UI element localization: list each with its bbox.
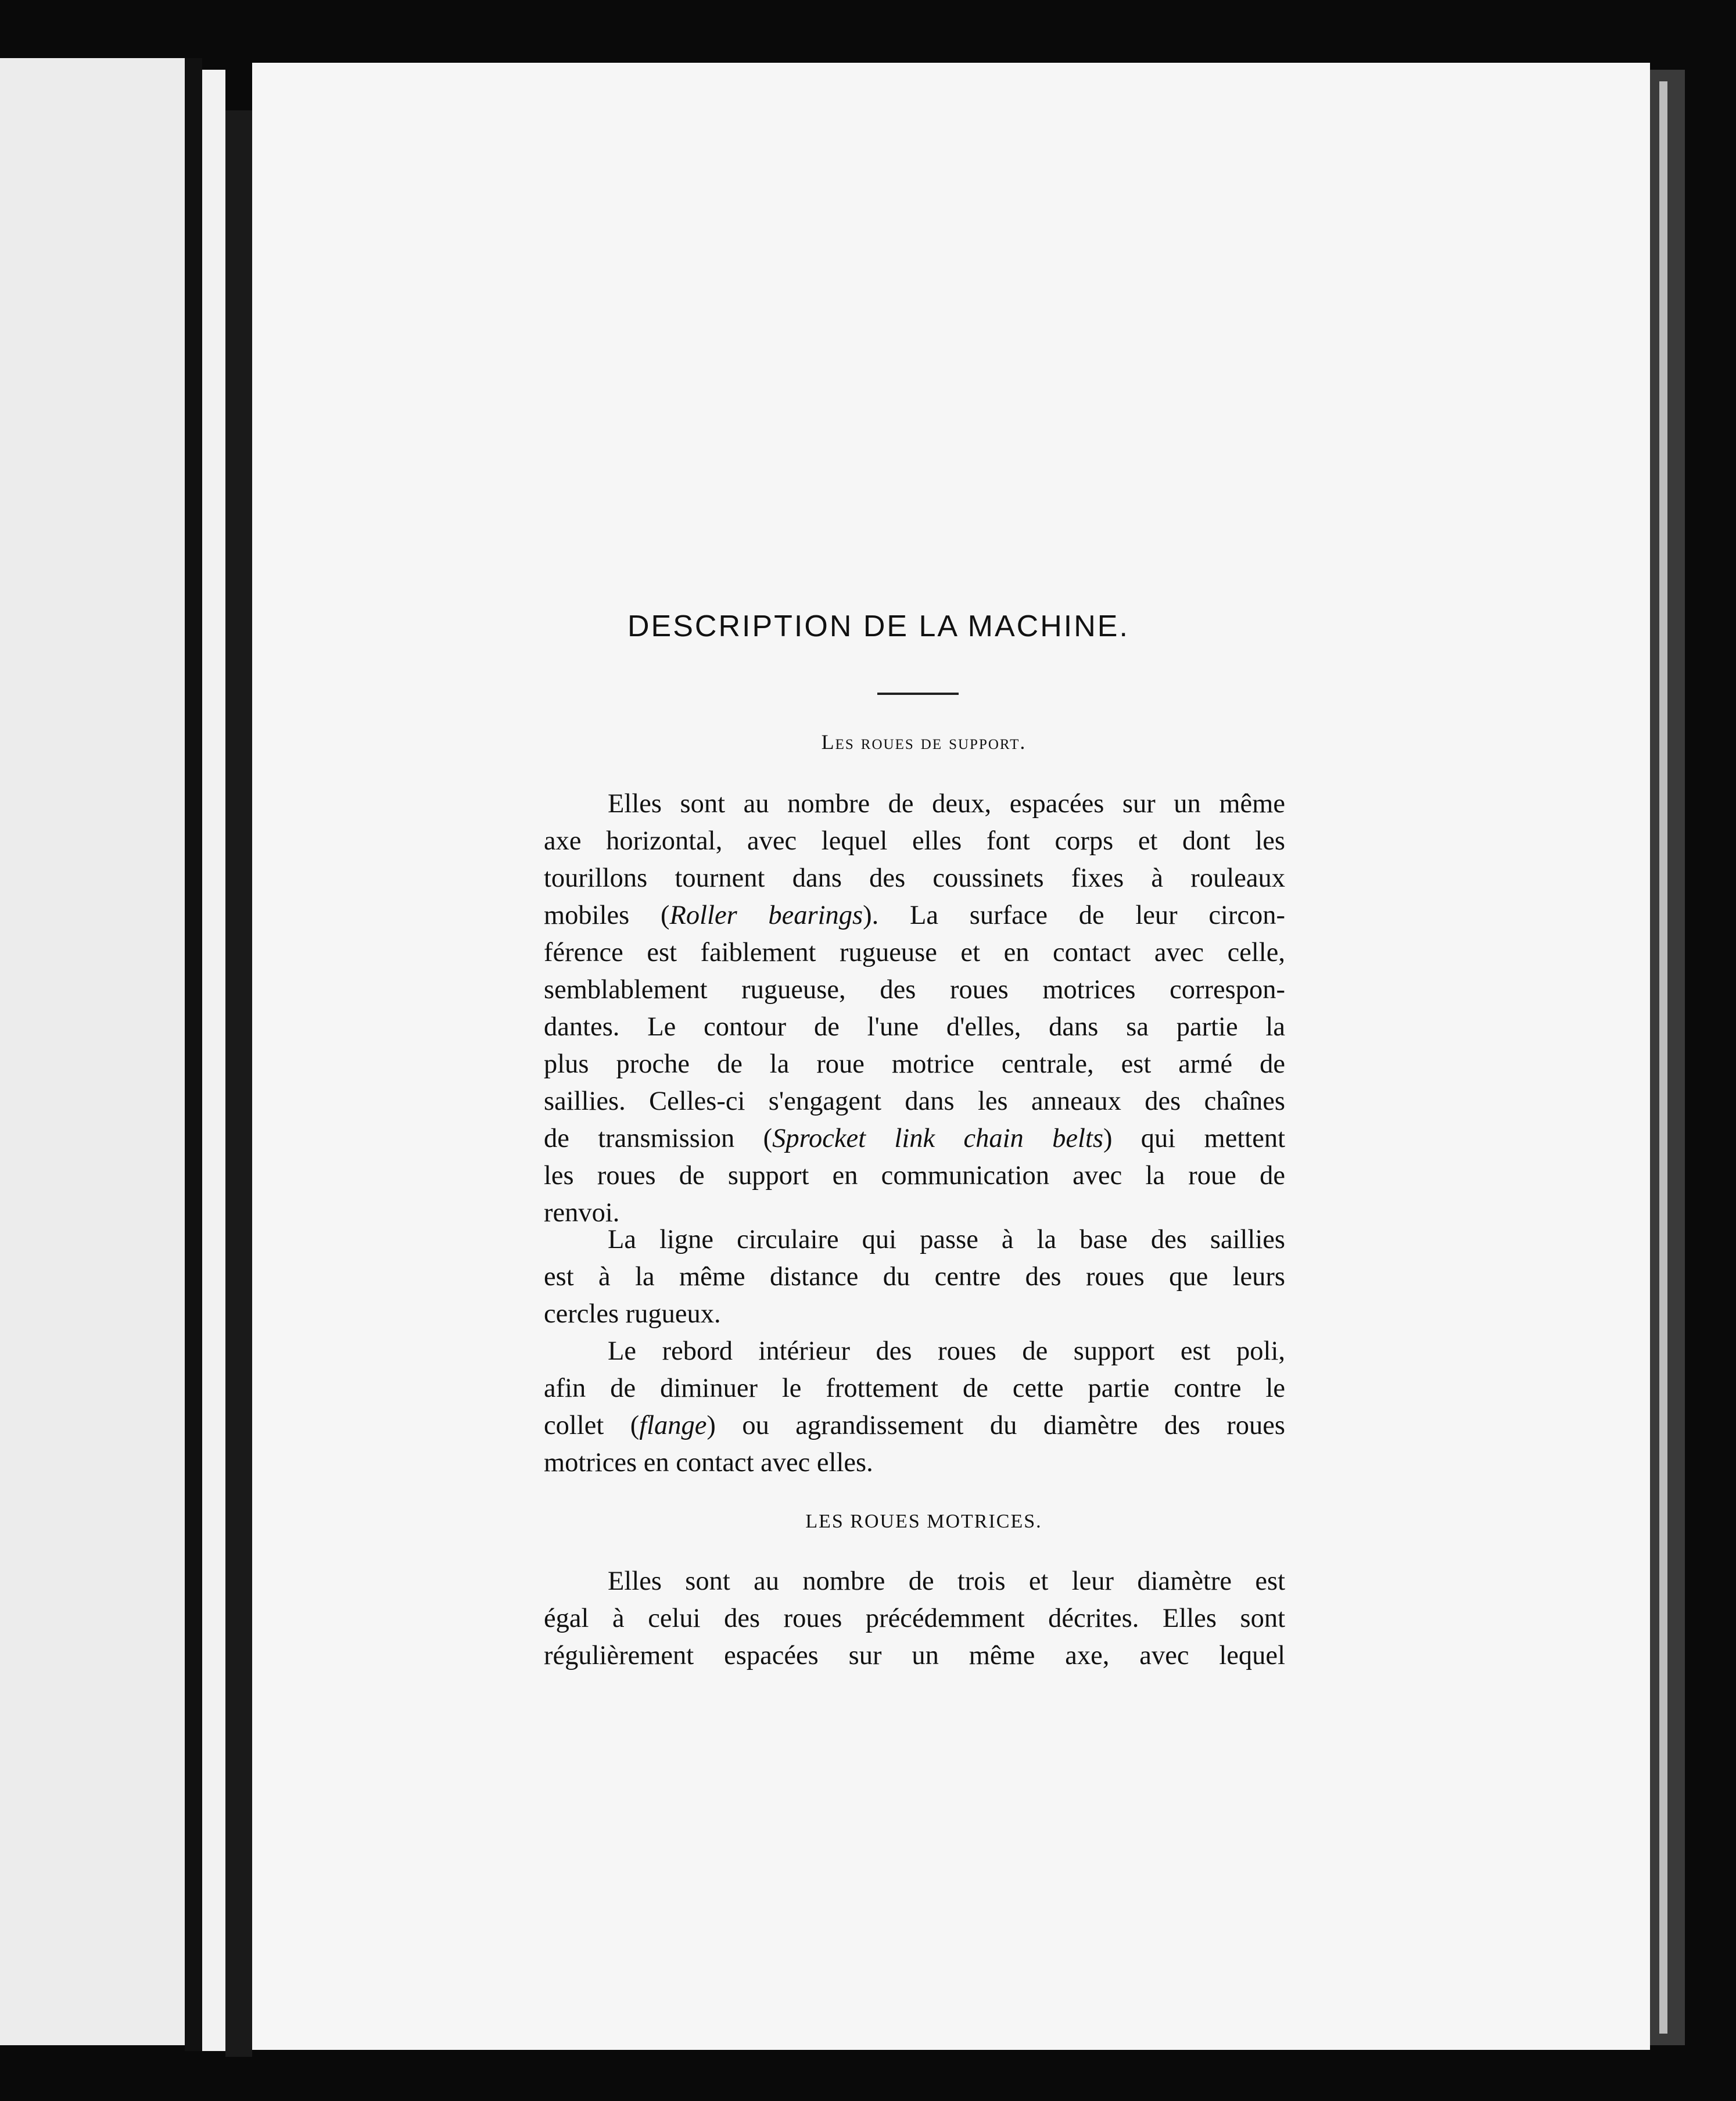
binding-strip [202, 70, 225, 2051]
paragraph-2 [544, 1221, 1285, 1333]
page-title: DESCRIPTION DE LA MACHINE. [627, 609, 1129, 643]
text-segment: mobiles ( [544, 901, 670, 930]
text-line: régulièrement espacées sur un même axe, avec lequel [544, 1641, 1285, 1670]
text-line: afin de diminuer le frottement de cette partie contre le [544, 1374, 1285, 1403]
text-line: dantes. Le contour de l'une d'elles, dans sa partie la [544, 1012, 1285, 1042]
text-segment: ) ou agrandissement du diamètre des roues [706, 1411, 1285, 1440]
text-line: Elles sont au nombre de deux, espacées sur un même [608, 789, 1285, 819]
text-line: férence est faiblement rugueuse et en contact avec celle, [544, 938, 1285, 967]
italic-term: Roller bearings [669, 901, 863, 930]
book-binding [185, 58, 202, 2051]
text-line: plus proche de la roue motrice centrale, est armé de [544, 1049, 1285, 1079]
text-segment: de transmission ( [544, 1124, 773, 1153]
text-line: Le rebord intérieur des roues de support est poli, [608, 1336, 1285, 1366]
page-edge-highlight [1659, 81, 1667, 2034]
text-line: les roues de support en communication avec la roue de [544, 1161, 1285, 1191]
paragraph-3 [544, 1333, 1285, 1482]
text-line: axe horizontal, avec lequel elles font corps et dont les [544, 826, 1285, 856]
section-heading-roues-de-support [651, 730, 1197, 754]
text-segment: ) qui mettent [1103, 1124, 1285, 1153]
title-rule [877, 693, 959, 695]
text-line: renvoi. [544, 1198, 620, 1228]
text-segment: ). La surface de leur circon- [863, 901, 1285, 930]
italic-term: flange [639, 1411, 707, 1440]
text-line-mixed [544, 1407, 1285, 1444]
text-line: égal à celui des roues précédemment décrites. Elles sont [544, 1604, 1285, 1633]
text-line: cercles rugueux. [544, 1299, 721, 1329]
text-line: tourillons tournent dans des coussinets fixes à rouleaux [544, 863, 1285, 893]
text-line: La ligne circulaire qui passe à la base des saillies [608, 1225, 1285, 1254]
left-page-edge [0, 58, 186, 2045]
italic-term: Sprocket link chain belts [772, 1124, 1103, 1153]
page-edge [1650, 70, 1685, 2045]
text-line: motrices en contact avec elles. [544, 1448, 873, 1478]
text-line-mixed [544, 897, 1285, 934]
paragraph-1 [544, 786, 1285, 1232]
paragraph-4 [544, 1563, 1285, 1675]
text-line: semblablement rugueuse, des roues motrices correspon- [544, 975, 1285, 1005]
text-line: Elles sont au nombre de trois et leur diamètre est [608, 1566, 1285, 1596]
section-heading-text: Les roues de support. [821, 730, 1027, 754]
text-line: saillies. Celles-ci s'engagent dans les anneaux des chaînes [544, 1087, 1285, 1116]
text-line-mixed [544, 1120, 1285, 1157]
section-heading-roues-motrices: LES ROUES MOTRICES. [805, 1511, 1042, 1532]
text-segment: collet ( [544, 1411, 640, 1440]
binding-gutter [225, 110, 252, 2057]
text-line: est à la même distance du centre des roues que leurs [544, 1262, 1285, 1292]
